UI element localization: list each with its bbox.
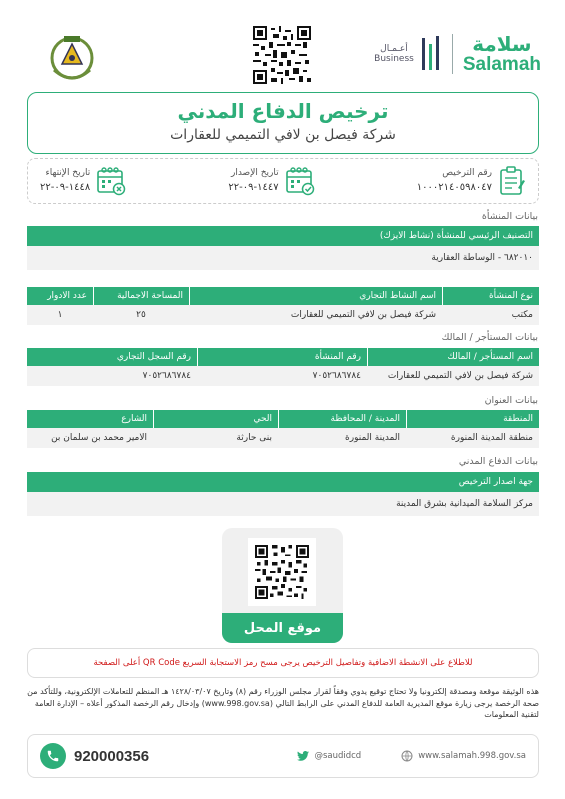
website-link[interactable] (401, 750, 526, 762)
col-cr-no: رقم السجل التجاري (116, 352, 191, 362)
facility-section-title: بيانات المنشأة (481, 211, 538, 222)
brand-logos (374, 34, 541, 75)
cr-no-value: ٧٠٥٢٦٨٦٧٨٤ (142, 371, 191, 381)
brand-en: Salamah (462, 54, 541, 75)
license-info-box (27, 158, 539, 204)
license-title-box (27, 92, 539, 154)
company-name: شركة فيصل بن لافي التميمي للعقارات (170, 127, 396, 143)
facility-type-value: مكتب (511, 310, 533, 320)
activity-name-value: شركة فيصل بن لافي التميمي للعقارات (290, 310, 436, 320)
website-url: www.salamah.998.gov.sa (418, 751, 526, 761)
civil-defense-block (27, 472, 539, 516)
footer-bar (27, 734, 539, 778)
page-title: ترخيص الدفاع المدني (177, 99, 389, 123)
tenant-table (27, 348, 539, 386)
qr-notice: للاطلاع على الانشطة الاضافية وتفاصيل الترخيص يرجى مسح رمز الاستجابة السريع QR Code أعلى الصفحة (27, 648, 539, 678)
region-value: منطقة المدينة المنورة (450, 433, 533, 443)
issuer-header: جهة اصدار الترخيص (27, 472, 539, 492)
facility-main-class (27, 226, 539, 270)
brand-ar: سلامة (472, 32, 532, 56)
address-table (27, 410, 539, 448)
col-floors: عدد الادوار (47, 291, 87, 301)
issue-date-item (228, 166, 314, 196)
calendar-x-icon (96, 166, 126, 196)
license-number-label: رقم الترخيص (442, 167, 492, 178)
store-location-button[interactable]: موقع المحل (222, 613, 343, 643)
legal-disclaimer: هذه الوثيقة موقعة ومصدقة إلكترونيا ولا تحتاج توقيع يدوي وفقاً لقرار مجلس الوزراء رقم (٨) وتاريخ ١٤٢٨/٠٣/٠٧ هـ المنظم للتعاملات الإلكترونية، وللتأكد من صحة الرخصة يرجى زيارة موقع المديرية العامة للدفاع المدني على الرابط التالي (www.998.gov.sa) وإدخال رقم الرخصة المذكور أعلاه – الإدارة العامة لتقنية المعلومات (27, 687, 539, 720)
civil-defense-section-title: بيانات الدفاع المدني (458, 456, 538, 467)
license-number-item (417, 166, 526, 196)
col-region: المنطقة (406, 410, 539, 428)
col-total-area: المساحة الاجمالية (93, 287, 189, 305)
salamah-logo (463, 34, 541, 75)
business-en: Business (374, 54, 414, 65)
expiry-date-item (40, 166, 126, 196)
phone-number: 920000356 (74, 747, 150, 765)
twitter-icon (297, 751, 309, 761)
business-mark-icon (420, 34, 442, 74)
col-tenant-name: اسم المستأجر / المالك (367, 348, 539, 366)
col-facility-no: رقم المنشأة (197, 348, 367, 366)
brand-divider (452, 34, 453, 74)
twitter-link[interactable] (297, 751, 361, 761)
expiry-date-label: تاريخ الإنتهاء (45, 167, 91, 178)
district-value: بنى حارثة (236, 433, 272, 443)
col-district: الحي (153, 410, 278, 428)
address-header-row (27, 410, 539, 428)
tenant-header-row (27, 348, 539, 366)
business-logo (374, 34, 442, 74)
facility-no-value: ٧٠٥٢٦٨٦٧٨٤ (312, 371, 361, 381)
table-row (27, 428, 539, 448)
license-number-value: ١٠٠٠٢١٤٠٥٩٨٠٤٧ (416, 182, 492, 194)
issue-date-value: ١٤٤٧-٠٩-٢٢ (228, 182, 279, 194)
city-value: المدينة المنورة (345, 433, 400, 443)
tenant-name-value: شركة فيصل بن لافي التميمي للعقارات (387, 371, 533, 381)
location-card[interactable] (222, 528, 343, 643)
globe-icon (401, 750, 413, 762)
civil-defense-emblem (42, 30, 102, 86)
expiry-date-value: ١٤٤٨-٠٩-٢٢ (40, 182, 91, 194)
location-qr-icon[interactable] (248, 538, 316, 606)
calendar-check-icon (285, 166, 315, 196)
twitter-handle: @saudidcd (314, 751, 362, 761)
issue-date-label: تاريخ الإصدار (230, 167, 279, 178)
col-facility-type: نوع المنشأة (442, 287, 539, 305)
phone-icon (40, 743, 66, 769)
qr-code-icon[interactable] (253, 26, 311, 84)
table-row (27, 366, 539, 386)
business-ar: أعـمـال (380, 43, 408, 54)
tenant-section-title: بيانات المستأجر / المالك (441, 332, 538, 343)
table-row (27, 305, 539, 325)
floors-value: ١ (57, 310, 63, 320)
total-area-value: ٢٥ (136, 310, 146, 320)
col-city: المدينة / المحافظة (278, 410, 406, 428)
col-street: الشارع (121, 414, 147, 424)
clipboard-icon (498, 166, 526, 196)
phone-contact[interactable] (40, 743, 149, 769)
facility-header-row (27, 287, 539, 305)
street-value: الامير محمد بن سلمان بن (51, 433, 147, 443)
main-class-value: ٦٨٢٠١٠ - الوساطة العقارية (27, 246, 539, 270)
address-section-title: بيانات العنوان (484, 395, 538, 406)
issuer-value: مركز السلامة الميدانية بشرق المدينة (27, 492, 539, 516)
main-class-header: التصنيف الرئيسي للمنشأة (نشاط الايزك) (27, 226, 539, 246)
col-activity-name: اسم النشاط التجاري (189, 287, 442, 305)
facility-table (27, 287, 539, 325)
